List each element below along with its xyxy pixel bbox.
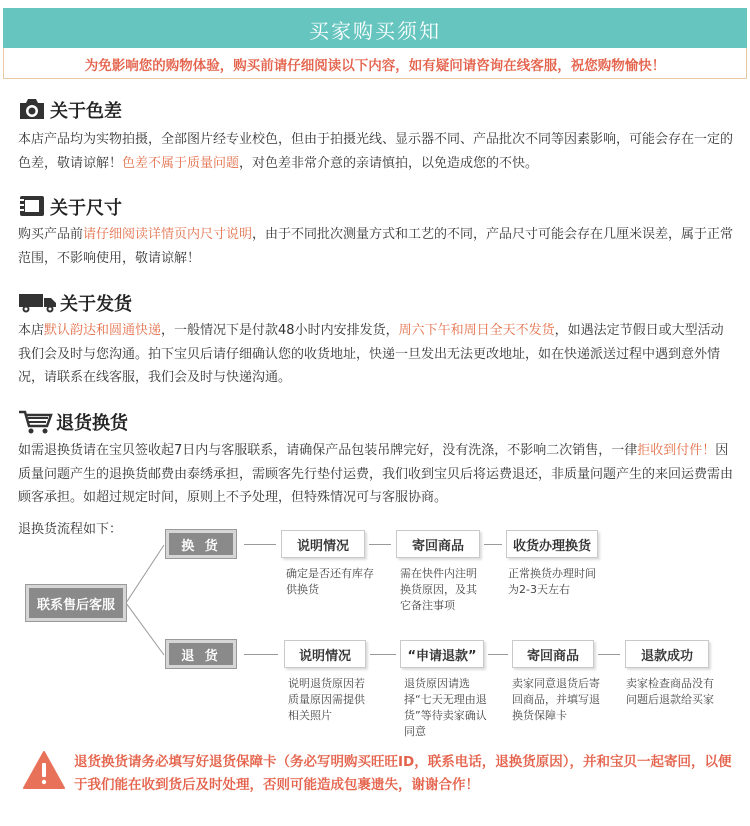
flow-label: 退换货流程如下： bbox=[18, 522, 123, 537]
exchange-step-2-desc: 需在快件内注明换货原因，及其它备注事项 bbox=[400, 567, 477, 612]
notice-text: 为免影响您的购物体验，购买前请仔细阅读以下内容，如有疑问请咨询在线客服，祝您购物愉快！ bbox=[84, 58, 666, 74]
section-returns-heading bbox=[18, 408, 128, 436]
refund-step-2-desc: 退货原因请选择“七天无理由退货”等待卖家确认同意 bbox=[404, 677, 487, 738]
highlight-text: 默认韵达和圆通快递 bbox=[44, 323, 162, 338]
flow-line bbox=[244, 544, 276, 545]
section-color-heading bbox=[18, 96, 122, 124]
flow-line bbox=[488, 654, 508, 655]
section-title: 退货换货 bbox=[56, 413, 128, 434]
text: ，对色差非常介意的亲请慎拍，以免造成您的不快。 bbox=[239, 155, 539, 171]
truck-icon bbox=[18, 290, 58, 316]
text: ，由于不同批次测量方式和工艺的不同，产品尺寸可能会存在几厘米误差，属于正常范围，不影响使用，敬请谅解！ bbox=[18, 227, 734, 266]
refund-step-3: 寄回商品 bbox=[512, 640, 594, 668]
highlight-text: 请仔细阅读详情页内尺寸说明 bbox=[83, 227, 253, 242]
refund-step-2: “申请退款” bbox=[400, 640, 484, 668]
section-title: 关于尺寸 bbox=[50, 198, 122, 219]
exchange-step-1: 说明情况 bbox=[281, 530, 365, 558]
camera-icon bbox=[18, 97, 48, 123]
section-color-text bbox=[18, 128, 734, 175]
exchange-box: 换 货 bbox=[166, 530, 236, 558]
text: 本店 bbox=[18, 323, 45, 338]
highlight-text: 周六下午和周日全天不发货 bbox=[398, 323, 555, 338]
flow-line bbox=[369, 544, 391, 545]
refund-step-4: 退款成功 bbox=[625, 640, 709, 668]
warning-icon bbox=[22, 750, 66, 790]
exchange-step-3: 收货办理换货 bbox=[506, 530, 598, 558]
text: 因质量问题产生的退换货邮费由泰绣承担，需顾客先行垫付运费，我们收到宝贝后将运费退还，非质量问题产生的来回运费需由顾客承担。如超过规定时间，原则上不予处理，但特殊情况可与客服协商。 bbox=[18, 443, 734, 505]
flow-line bbox=[484, 544, 502, 545]
refund-step-3-desc: 卖家同意退货后寄回商品，并填写退换货保障卡 bbox=[512, 677, 600, 722]
section-title: 关于色差 bbox=[50, 101, 122, 122]
highlight-text: 色差不属于质量问题 bbox=[122, 155, 240, 171]
title-banner bbox=[3, 8, 747, 48]
text: 如需退换货请在宝贝签收起7日内与客服联系，请确保产品包装吊牌完好，没有洗涤，不影响二次销售，一律 bbox=[18, 443, 638, 458]
flow-branch-connector bbox=[126, 540, 166, 660]
refund-step-1: 说明情况 bbox=[284, 640, 366, 668]
warning-text: 退货换货请务必填写好退货保障卡（务必写明购买旺旺ID，联系电话，退换货原因），并和宝贝一起寄回，以便于我们能在收到货后及时处理，否则可能造成包裹遗失，谢谢合作！ bbox=[74, 754, 732, 793]
section-title: 关于发货 bbox=[60, 294, 132, 315]
text: 购买产品前 bbox=[18, 227, 84, 242]
refund-box: 退 货 bbox=[166, 640, 236, 668]
highlight-text: 拒收到付件！ bbox=[637, 443, 716, 458]
text: ，如遇法定节假日或大型活动我们会及时与您沟通。拍下宝贝后请仔细确认您的收货地址，快递一旦发出无法更改地址，如在快递派送过程中遇到意外情况，请联系在线客服，我们会及时与快递沟通。 bbox=[18, 323, 724, 385]
exchange-step-2: 寄回商品 bbox=[396, 530, 480, 558]
flow-line bbox=[244, 654, 278, 655]
ruler-icon bbox=[18, 194, 48, 220]
contact-service-box: 联系售后客服 bbox=[26, 585, 126, 621]
section-returns-text bbox=[18, 439, 734, 510]
section-shipping-heading bbox=[18, 289, 132, 317]
cart-icon bbox=[18, 409, 54, 435]
page-title: 买家购买须知 bbox=[309, 19, 441, 43]
refund-step-4-desc: 卖家检查商品没有问题后退款给买家 bbox=[626, 677, 714, 706]
flow-line bbox=[598, 654, 620, 655]
exchange-step-1-desc: 确定是否还有库存供换货 bbox=[286, 567, 374, 596]
section-shipping-text bbox=[18, 319, 734, 390]
flow-line bbox=[370, 654, 396, 655]
section-size-text bbox=[18, 223, 734, 270]
notice-bar bbox=[3, 48, 747, 79]
text: ，一般情况下是付款48小时内安排发货， bbox=[161, 323, 399, 338]
text: 本店产品均为实物拍摄，全部图片经专业校色，但由于拍摄光线、显示器不同、产品批次不同等因素影响，可能会存在一定的色差，敬请谅解！ bbox=[18, 132, 734, 171]
section-size-heading bbox=[18, 193, 122, 221]
exchange-step-3-desc: 正常换货办理时间为2-3天左右 bbox=[508, 567, 596, 596]
refund-step-1-desc: 说明退货原因若质量原因需提供相关照片 bbox=[288, 677, 365, 722]
